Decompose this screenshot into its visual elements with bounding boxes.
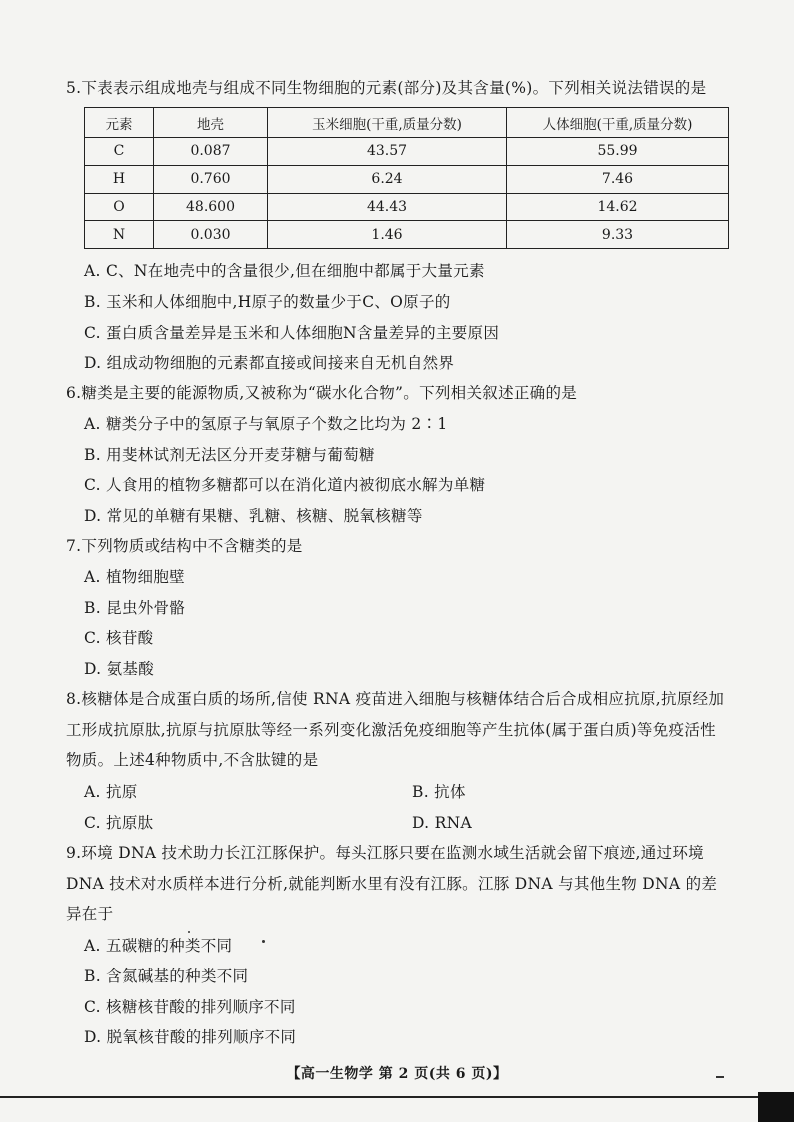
table-cell: 0.030 bbox=[154, 221, 268, 249]
table-cell: N bbox=[85, 221, 154, 249]
q8-option-c: C. 抗原肽 bbox=[84, 814, 154, 832]
q6-option-d: D. 常见的单糖有果糖、乳糖、核糖、脱氧核糖等 bbox=[84, 507, 423, 525]
q6-option-a: A. 糖类分子中的氢原子与氧原子个数之比均为 2∶1 bbox=[84, 415, 448, 433]
q8-option-b: B. 抗体 bbox=[412, 783, 466, 801]
question-9-stem: 9.环境 DNA 技术助力长江江豚保护。每头江豚只要在监测水域生活就会留下痕迹,通过环境 DNA 技术对水质样本进行分析,就能判断水里有没有江豚。江豚 DNA 与其他生物 DNA 的差异在于 bbox=[66, 844, 718, 923]
table-cell: 44.43 bbox=[268, 193, 507, 221]
question-7-stem: 7.下列物质或结构中不含糖类的是 bbox=[66, 537, 303, 555]
table-cell: O bbox=[85, 193, 154, 221]
table-header: 地壳 bbox=[154, 108, 268, 138]
q7-option-a: A. 植物细胞壁 bbox=[84, 568, 185, 586]
table-row bbox=[85, 193, 729, 221]
q9-option-c: C. 核糖核苷酸的排列顺序不同 bbox=[84, 998, 296, 1016]
table-cell: 6.24 bbox=[268, 165, 507, 193]
table-cell: 55.99 bbox=[507, 138, 729, 166]
table-cell: 0.760 bbox=[154, 165, 268, 193]
table-cell: 43.57 bbox=[268, 138, 507, 166]
bottom-rule bbox=[0, 1096, 794, 1098]
q7-option-b: B. 昆虫外骨骼 bbox=[84, 599, 186, 617]
scan-speck bbox=[262, 940, 265, 943]
table-header: 人体细胞(干重,质量分数) bbox=[507, 108, 729, 138]
element-content-table bbox=[84, 107, 729, 249]
question-6-stem: 6.糖类是主要的能源物质,又被称为“碳水化合物”。下列相关叙述正确的是 bbox=[66, 384, 578, 402]
scan-speck bbox=[188, 931, 190, 933]
q6-option-b: B. 用斐林试剂无法区分开麦芽糖与葡萄糖 bbox=[84, 446, 375, 464]
table-cell: 1.46 bbox=[268, 221, 507, 249]
q9-option-d: D. 脱氧核苷酸的排列顺序不同 bbox=[84, 1028, 297, 1046]
scan-corner-mark bbox=[758, 1092, 794, 1122]
table-header-row bbox=[85, 108, 729, 138]
q9-option-a: A. 五碳糖的种类不同 bbox=[84, 937, 233, 955]
q5-option-c: C. 蛋白质含量差异是玉米和人体细胞N含量差异的主要原因 bbox=[84, 324, 500, 342]
table-cell: H bbox=[85, 165, 154, 193]
table-cell: 14.62 bbox=[507, 193, 729, 221]
table-cell: C bbox=[85, 138, 154, 166]
q7-option-c: C. 核苷酸 bbox=[84, 629, 154, 647]
page-footer: 【高一生物学 第 2 页(共 6 页)】 bbox=[286, 1066, 508, 1082]
table-cell: 7.46 bbox=[507, 165, 729, 193]
q5-option-d: D. 组成动物细胞的元素都直接或间接来自无机自然界 bbox=[84, 354, 455, 372]
q5-option-a: A. C、N在地壳中的含量很少,但在细胞中都属于大量元素 bbox=[84, 262, 485, 280]
table-cell: 48.600 bbox=[154, 193, 268, 221]
table-cell: 9.33 bbox=[507, 221, 729, 249]
table-cell: 0.087 bbox=[154, 138, 268, 166]
q6-option-c: C. 人食用的植物多糖都可以在消化道内被彻底水解为单糖 bbox=[84, 476, 486, 494]
q9-option-b: B. 含氮碱基的种类不同 bbox=[84, 967, 249, 985]
question-8-stem: 8.核糖体是合成蛋白质的场所,信使 RNA 疫苗进入细胞与核糖体结合后合成相应抗原,抗原经加工形成抗原肽,抗原与抗原肽等经一系列变化激活免疫细胞等产生抗体(属于蛋白质)等免疫活性物质。上述4种物质中,不含肽键的是 bbox=[66, 690, 725, 769]
table-row bbox=[85, 165, 729, 193]
table-header: 玉米细胞(干重,质量分数) bbox=[268, 108, 507, 138]
table-header: 元素 bbox=[85, 108, 154, 138]
q8-option-d: D. RNA bbox=[412, 814, 472, 832]
q5-option-b: B. 玉米和人体细胞中,H原子的数量少于C、O原子的 bbox=[84, 293, 451, 311]
q8-option-a: A. 抗原 bbox=[84, 783, 138, 801]
q7-option-d: D. 氨基酸 bbox=[84, 660, 155, 678]
question-5-stem: 5.下表表示组成地壳与组成不同生物细胞的元素(部分)及其含量(%)。下列相关说法错误的是 bbox=[66, 79, 707, 97]
table-row bbox=[85, 221, 729, 249]
table-row bbox=[85, 138, 729, 166]
